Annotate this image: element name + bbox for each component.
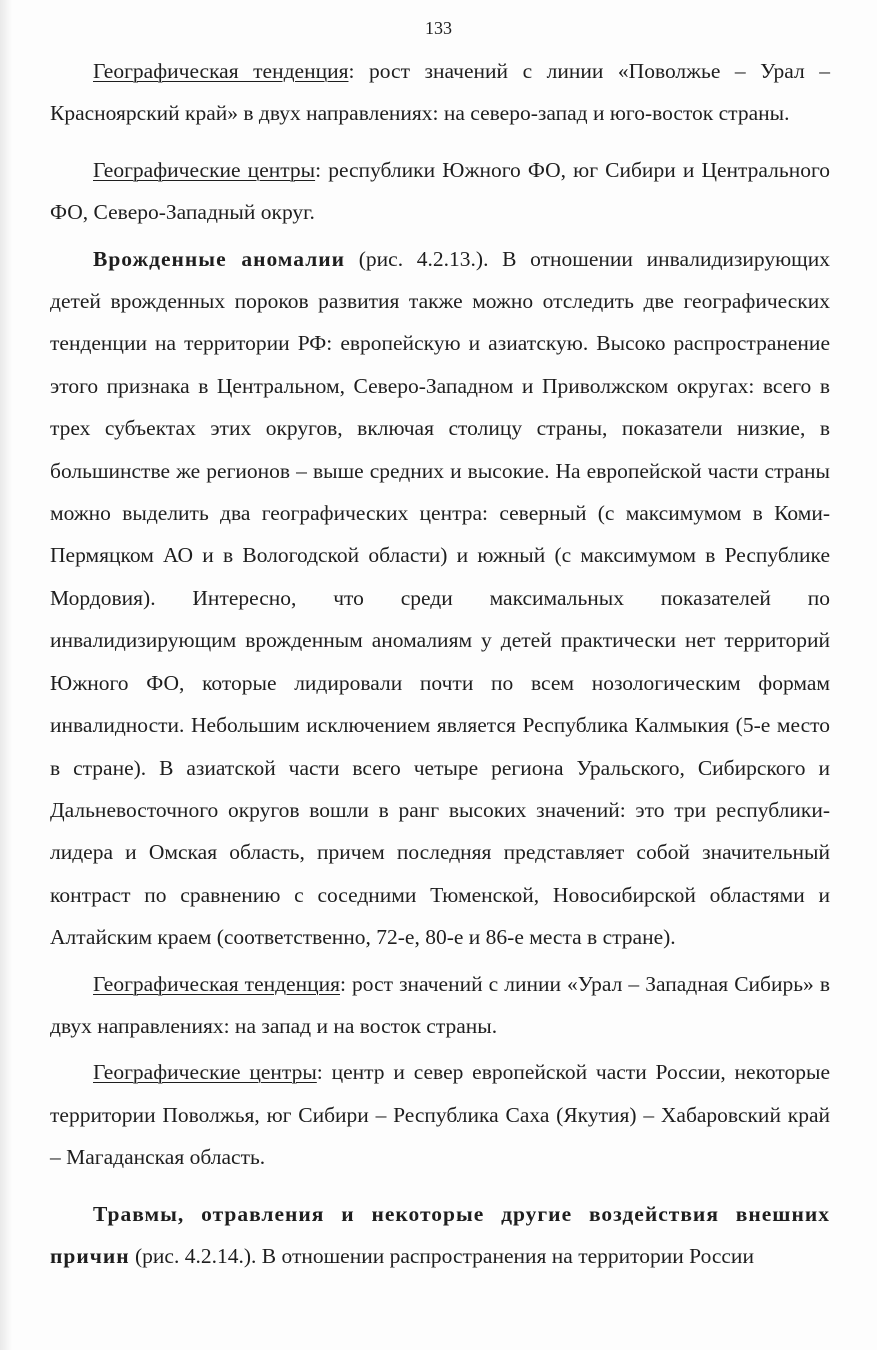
paragraph-text: : рост значений с линии «Поволжье – Урал – Красноярский край» в двух направлениях: на северо-запад и юго-восток страны. bbox=[50, 59, 830, 126]
paragraph-geographic-trend-1 bbox=[50, 50, 830, 135]
paragraph-geographic-centers-1 bbox=[50, 149, 830, 234]
body-text bbox=[50, 50, 830, 1277]
scan-edge-shadow bbox=[0, 0, 12, 1350]
page-number: 133 bbox=[425, 18, 452, 38]
paragraph-geographic-trend-2 bbox=[50, 963, 830, 1048]
underlined-label: Географическая тенденция bbox=[93, 59, 349, 83]
paragraph-text: : рост значений с линии «Урал – Западная Сибирь» в двух направлениях: на запад и на восток страны. bbox=[50, 971, 831, 1038]
paragraph-text: : республики Южного ФО, юг Сибири и Центрального ФО, Северо-Западный округ. bbox=[50, 157, 830, 225]
paragraph-text: (рис. 4.2.13.). В отношении инвалидизирующих детей врожденных пороков развития также можно отследить две географических тенденции на территории РФ: европейскую и азиатскую. Высоко распространение этого признака в Центральном, Северо-Западном и Приволжском округах: всего в трех субъектах этих округов, включая столицу страны, показатели низкие, в большинстве же регионов – выше средних и высокие. На европейской части страны можно выделить два географических центра: северный (с максимумом в Коми-Пермяцком АО и в Вологодской области) и южный (с максимумом в Республике Мордовия). Интересно, что среди максимальных показателей по инвалидизирующим врожденным аномалиям у детей практически нет территорий Южного ФО, которые лидировали почти по всем нозологическим формам инвалидности. Небольшим исключением является Республика Калмыкия (5-е место в стране). В азиатской части всего четыре региона Уральского, Сибирского и Дальневосточного округов вошли в ранг высоких значений: это три республики-лидера и Омская область, причем последняя представляет собой значительный контраст по сравнению с соседними Тюменской, Новосибирской областями и Алтайским краем (соответственно, 72-е, 80-е и 86-е места в стране). bbox=[50, 246, 830, 950]
underlined-label: Географические центры bbox=[93, 157, 316, 182]
paragraph-geographic-centers-2 bbox=[50, 1051, 830, 1178]
paragraph-injuries-poisoning bbox=[50, 1193, 830, 1278]
paragraph-text: : центр и север европейской части России, некоторые территории Поволжья, юг Сибири – Республика Саха (Якутия) – Хабаровский край – Магаданская область. bbox=[50, 1060, 830, 1170]
paragraph-congenital-anomalies bbox=[50, 238, 830, 959]
bold-heading: Травмы, отравления и некоторые другие воздействия внешних причин bbox=[50, 1201, 830, 1268]
underlined-label: Географическая тенденция bbox=[93, 971, 341, 996]
underlined-label: Географические центры bbox=[93, 1060, 317, 1085]
paragraph-text: (рис. 4.2.14.). В отношении распространения на территории России bbox=[129, 1243, 754, 1268]
bold-heading: Врожденные аномалии bbox=[93, 246, 346, 271]
